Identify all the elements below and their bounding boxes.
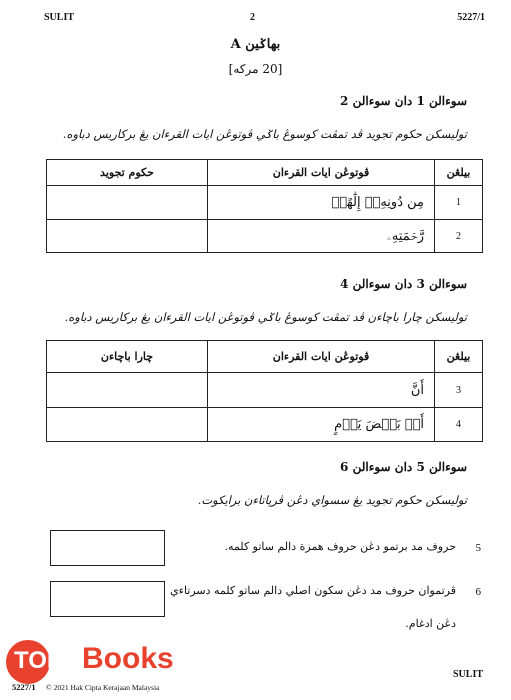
table-row [47, 373, 483, 408]
answer-cell[interactable] [47, 220, 208, 253]
section-marks: [20 مركه] [228, 62, 283, 76]
row-number: 3 [435, 373, 483, 408]
col-header-bacaan: چارا باچاءن [47, 341, 208, 373]
row-number: 4 [435, 408, 483, 442]
col-header-hukum: حكوم تجويد [47, 160, 208, 186]
row-ayat: أَنَّ [208, 373, 435, 408]
table-row [47, 220, 483, 253]
item-text: ڤرتموان حروف مد دڠن سكون اصلي دالم ساتو كلمه دسرتاءي [170, 584, 456, 597]
q34-heading: سوءالن 3 دان سوءالن 4 [340, 277, 467, 291]
table-row [47, 408, 483, 442]
section-title: بهاݢين A [230, 37, 281, 52]
footer-sulit: SULIT [452, 669, 483, 680]
answer-cell[interactable] [47, 186, 208, 220]
q56-instruction: توليسكن حكوم تجويد يڠ سسواي دڠن ڤرپاتاءن برايكوت. [197, 493, 467, 507]
answer-box-6[interactable] [50, 581, 165, 617]
q56-heading: سوءالن 5 دان سوءالن 6 [340, 460, 467, 474]
footer-code: 5227/1 [12, 682, 36, 692]
row-ayat: رَّحۡمَتِهِۦ [208, 220, 435, 253]
col-header-number: بيلڠن [435, 341, 483, 373]
header-sulit: SULIT [44, 12, 75, 23]
paper-code: 5227/1 [457, 12, 485, 23]
row-number: 2 [435, 220, 483, 253]
answer-box-5[interactable] [50, 530, 165, 566]
q34-instruction: توليسكن چارا باچاءن ڤد تمڤت كوسوڠ باݢي ڤوتوڠن ايات القرءان يڠ بركاريس دباوه. [64, 310, 467, 324]
row-ayat: أَوۡ بَعۡضَ يَوۡمٍ [208, 408, 435, 442]
col-header-ayat: ڤوتوڠن ايات القرءان [208, 341, 435, 373]
item-number: 5 [475, 542, 481, 554]
answer-cell[interactable] [47, 408, 208, 442]
table-row [47, 186, 483, 220]
logo-books-text: Books [82, 642, 174, 675]
page-number: 2 [250, 12, 255, 23]
row-number: 1 [435, 186, 483, 220]
col-header-ayat: ڤوتوڠن ايات القرءان [208, 160, 435, 186]
item-text-continued: دڠن ادغام. [405, 617, 456, 630]
q12-instruction: توليسكن حكوم تجويد ڤد تمڤت كوسوڠ باݢي ڤوتوڠن ايات القرءان يڠ بركاريس دباوه. [62, 127, 467, 141]
q12-heading: سوءالن 1 دان سوءالن 2 [340, 94, 467, 108]
item-text: حروف مد برتمو دڠن حروف همزة دالم ساتو كلمه. [224, 540, 456, 553]
logo-top-text: TOP [14, 647, 63, 674]
q34-table [46, 340, 483, 442]
row-ayat: مِن دُونِهِۦٓ إِلَٰهًاۖ [208, 186, 435, 220]
q12-table [46, 159, 483, 253]
col-header-number: بيلڠن [435, 160, 483, 186]
answer-cell[interactable] [47, 373, 208, 408]
item-number: 6 [475, 586, 481, 598]
footer-copyright: © 2021 Hak Cipta Kerajaan Malaysia [46, 683, 160, 692]
